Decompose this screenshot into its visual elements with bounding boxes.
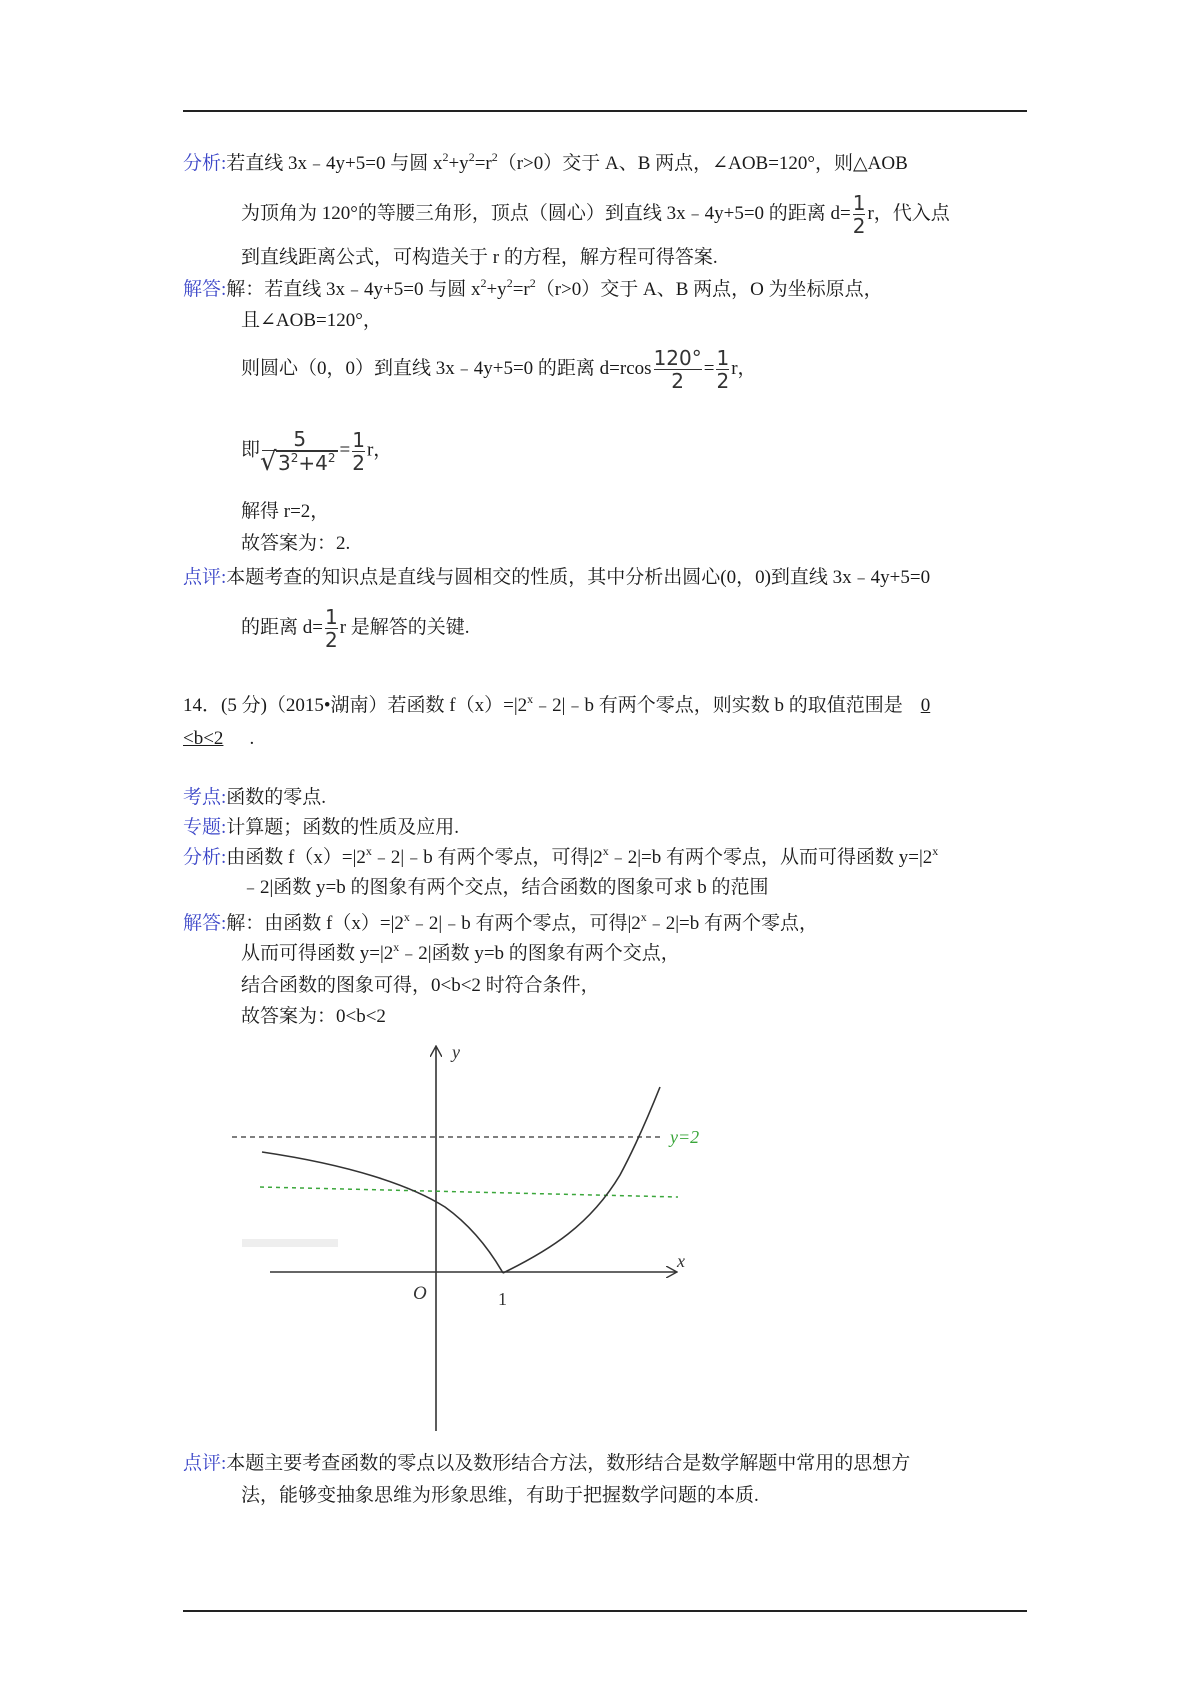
text-span: 故答案为：2. (241, 533, 351, 554)
text-span: 1 (324, 605, 338, 629)
text-span: 为顶角为 120°的等腰三角形，顶点（圆心）到直线 3x﹣4y+5=0 的距离 d= (241, 202, 851, 224)
text-span: r， (731, 357, 757, 379)
y-axis-label: y (452, 1042, 460, 1062)
text-span: 法，能够变抽象思维为形象思维，有助于把握数学问题的本质. (241, 1485, 759, 1506)
analysis-label: 分析: (183, 153, 227, 174)
text-span: ﹣2|=b 有两个零点， (646, 913, 819, 934)
q13-analysis-line-1 (183, 152, 908, 176)
text-span: 2 (327, 451, 336, 465)
q14-answer-line-3 (241, 974, 600, 998)
text-span: r，代入点 (867, 202, 950, 224)
zhuanti-label: 专题: (183, 817, 227, 838)
text-span: . (249, 728, 255, 749)
text-span: x (527, 692, 534, 706)
text-span: x (403, 910, 410, 924)
fraction-half (716, 347, 729, 392)
q13-answer-line-2 (241, 309, 382, 333)
text-span: 故答案为：0<b<2 (241, 1006, 386, 1027)
q13-answer-line-4 (241, 428, 392, 474)
text-span: 1 (352, 427, 365, 452)
text-span: 2 (468, 150, 475, 164)
fraction-120-over-2 (654, 347, 702, 392)
q14-answer-line-1 (183, 912, 818, 936)
bottom-rule (183, 1610, 1027, 1612)
text-span: 2 (506, 276, 513, 290)
text-span: 120° (653, 346, 702, 370)
text-span: = (703, 357, 715, 379)
q14-comment-line-2 (241, 1484, 759, 1508)
text-span: 2 (324, 628, 338, 652)
q13-answer-line-6 (241, 532, 350, 556)
text-span: x (932, 844, 939, 858)
text-span: 函数的零点. (226, 787, 327, 808)
text-span: x (393, 940, 400, 954)
text-span: 结合函数的图象可得，0<b<2 时符合条件， (241, 975, 600, 996)
text-span: 2 (442, 150, 449, 164)
text-span: 且∠AOB=120°， (241, 310, 382, 331)
q13-answer-line-3 (241, 347, 757, 392)
text-span: 2 (352, 450, 365, 475)
text-span: 2 (529, 276, 536, 290)
y-2-label: y=2 (670, 1127, 700, 1147)
tick-1-label: 1 (498, 1289, 507, 1309)
q13-analysis-line-2 (241, 192, 950, 237)
curve-left (262, 1152, 503, 1273)
text-span: ﹣2|=b 有两个零点，从而可得函数 y=|2 (608, 847, 933, 868)
text-span: 解：由函数 f（x）=|2 (226, 913, 404, 934)
text-span: 本题考查的知识点是直线与圆相交的性质，其中分析出圆心(0，0)到直线 3x﹣4y+5=0 (226, 567, 931, 588)
text-span: +y (486, 279, 507, 300)
q14-answer-line-4 (241, 1005, 386, 1029)
answer-label: 解答: (183, 279, 227, 300)
q14-answer-line-2 (241, 942, 680, 966)
line-y-b (260, 1187, 678, 1197)
text-span: ﹣2|﹣b 有两个零点，可得|2 (371, 847, 603, 868)
text-span: （r>0）交于 A、B 两点，O 为坐标原点， (535, 279, 883, 300)
faint-mark (242, 1239, 338, 1247)
kaodian-label: 考点: (183, 787, 227, 808)
text-span: 若直线 3x﹣4y+5=0 与圆 x (226, 153, 443, 174)
text-span: 到直线距离公式，可构造关于 r 的方程，解方程可得答案. (241, 247, 718, 268)
text-span: 5 (293, 427, 307, 451)
text-span: 2 (654, 369, 702, 392)
text-span: 的距离 d= (241, 616, 323, 638)
fraction-half (325, 606, 338, 651)
q13-answer-line-1 (183, 278, 883, 302)
text-span: x (640, 910, 647, 924)
text-span: 2 (852, 214, 866, 238)
comment-label: 点评: (183, 567, 227, 588)
text-span: r 是解答的关键. (339, 616, 470, 638)
answer-blank: 0 (920, 695, 931, 716)
text-span: 本题主要考查函数的零点以及数形结合方法，数形结合是数学解题中常用的思想方 (226, 1453, 911, 1474)
top-rule (183, 110, 1027, 112)
text-span: +4 (298, 451, 328, 475)
q14-analysis-line-1 (183, 846, 938, 870)
text-span: ﹣2|函数 y=b 的图象有两个交点，结合函数的图象可求 b 的范围 (241, 877, 769, 898)
text-span: r， (366, 439, 393, 461)
x-axis-label: x (677, 1251, 685, 1271)
fraction-half (352, 429, 365, 474)
text-span: 2 (480, 276, 487, 290)
text-span: 则圆心（0，0）到直线 3x﹣4y+5=0 的距离 d=rcos (241, 357, 652, 379)
text-span: =r (474, 153, 492, 174)
text-span: 即 (241, 439, 261, 461)
q14-stem-line-1 (183, 694, 930, 718)
answer-blank: <b<2 (183, 728, 224, 749)
text-span: （r>0）交于 A、B 两点，∠AOB=120°，则△AOB (497, 153, 908, 174)
q14-analysis-line-2 (241, 876, 769, 900)
text-span: 1 (716, 346, 730, 370)
text-span: = (339, 439, 351, 461)
q13-answer-line-5 (241, 500, 329, 524)
text-span: 3 (278, 451, 291, 475)
text-span: x (365, 844, 372, 858)
text-span: +y (448, 153, 469, 174)
curve-right (503, 1087, 660, 1273)
q14-comment-line-1 (183, 1452, 910, 1476)
q14-kaodian (183, 786, 326, 810)
text-span: ﹣2|函数 y=b 的图象有两个交点， (399, 943, 680, 964)
text-span: 1 (852, 191, 866, 215)
text-span: 14．(5 分)（2015•湖南）若函数 f（x）=|2 (183, 695, 528, 716)
analysis-label: 分析: (183, 847, 227, 868)
answer-label: 解答: (183, 913, 227, 934)
text-span: =r (512, 279, 530, 300)
origin-label: O (413, 1283, 427, 1304)
q13-comment-line-1 (183, 566, 930, 590)
text-span: ﹣2|﹣b 有两个零点，则实数 b 的取值范围是 (533, 695, 903, 716)
comment-label: 点评: (183, 1453, 227, 1474)
text-span: ﹣2|﹣b 有两个零点，可得|2 (409, 913, 641, 934)
q13-analysis-line-3 (241, 246, 718, 270)
fraction-half (853, 192, 866, 237)
text-span: 由函数 f（x）=|2 (226, 847, 366, 868)
q14-stem-line-2 (183, 727, 254, 751)
text-span: 计算题；函数的性质及应用. (226, 817, 460, 838)
text-span: x (602, 844, 609, 858)
fraction-5-over-sqrt (262, 428, 338, 474)
text-span: 2 (290, 451, 299, 465)
sqrt-symbol (262, 451, 338, 474)
q13-comment-line-2 (241, 606, 470, 651)
text-span: 解得 r=2， (241, 501, 330, 522)
text-span: 从而可得函数 y=|2 (241, 943, 394, 964)
text-span: 2 (491, 150, 498, 164)
text-span: 2 (716, 369, 730, 393)
text-span: 解：若直线 3x﹣4y+5=0 与圆 x (226, 279, 481, 300)
q14-zhuanti (183, 816, 459, 840)
function-graph (230, 1035, 700, 1435)
